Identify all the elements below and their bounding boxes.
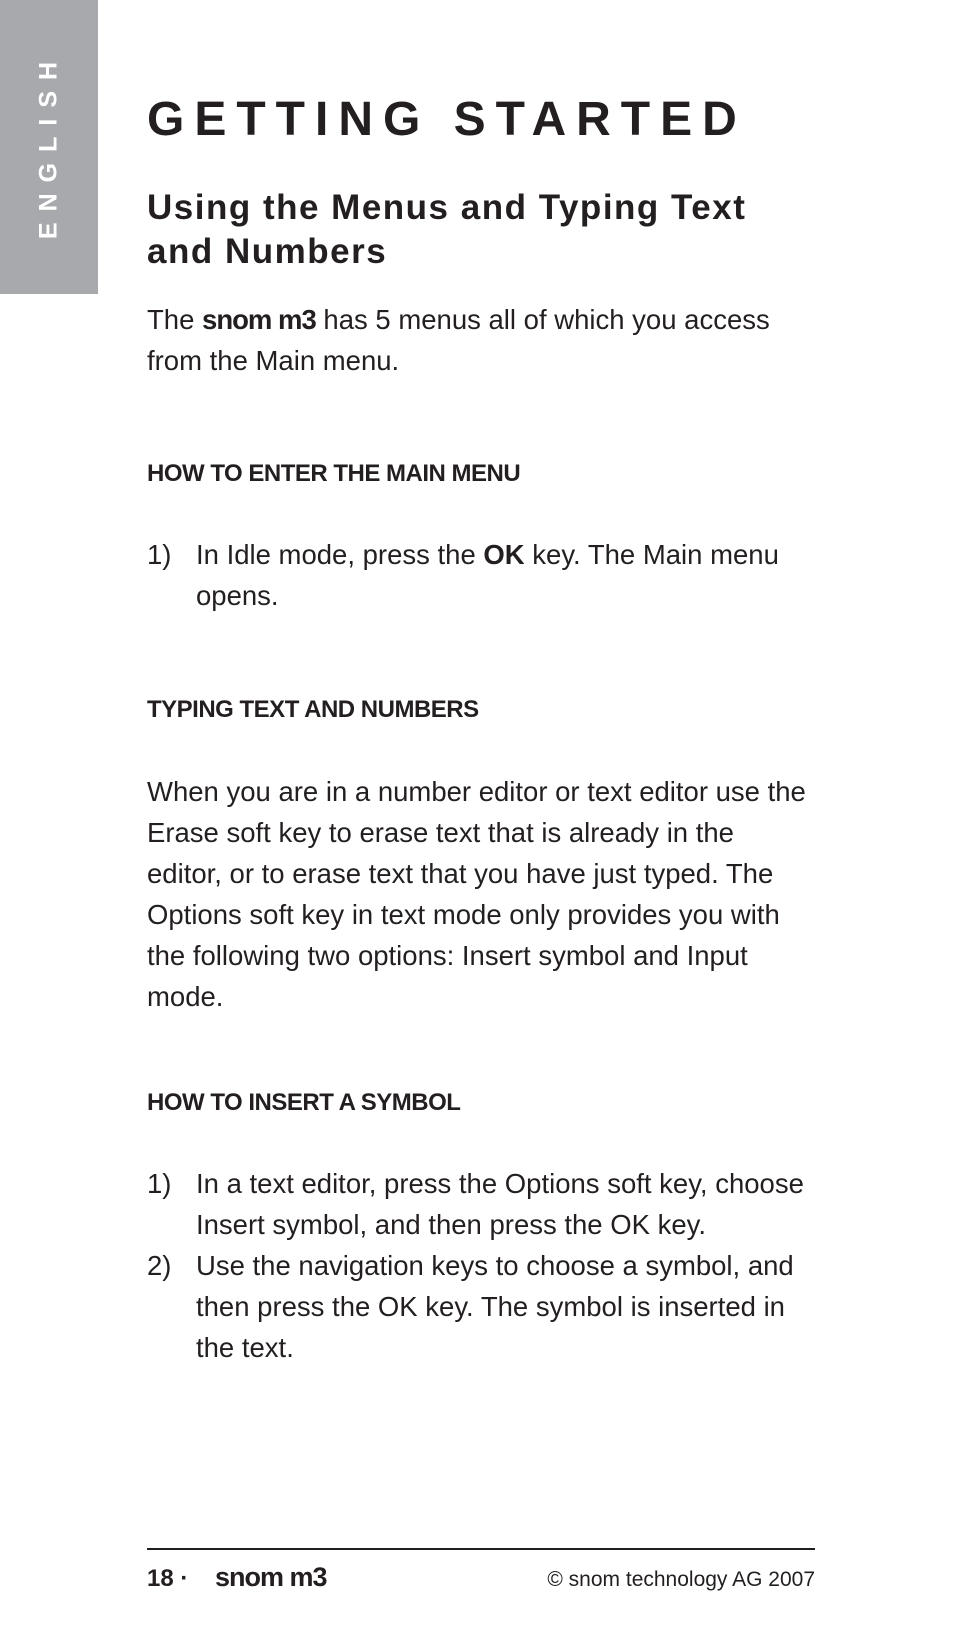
section-title: Using the Menus and Typing Text and Numbers: [147, 188, 747, 271]
step-number: 1): [147, 1168, 172, 1199]
step-text: In a text editor, press the Options soft key, choose Insert symbol, and then press the OK key.: [196, 1168, 804, 1240]
brand-name: snom m3: [202, 304, 316, 335]
main-menu-steps: [147, 534, 815, 616]
step-number: 1): [147, 539, 172, 570]
footer-brand: snom m3: [215, 1562, 327, 1592]
intro-suffix: has 5 menus all of which you access from the Main menu.: [147, 304, 770, 376]
footer-divider: [147, 1548, 815, 1550]
step-text: Use the navigation keys to choose a symbol, and then press the OK key. The symbol is inserted in the text.: [196, 1250, 794, 1363]
intro-prefix: The: [147, 304, 203, 335]
list-item: [147, 534, 815, 616]
step-number: 2): [147, 1250, 172, 1281]
intro-paragraph: [147, 299, 815, 381]
language-tab-label: ENGLISH: [34, 50, 63, 240]
list-item: [147, 1245, 815, 1368]
insert-symbol-heading: HOW TO INSERT A SYMBOL: [147, 1089, 461, 1116]
ok-key-label: OK: [483, 539, 525, 570]
typing-heading: TYPING TEXT AND NUMBERS: [147, 696, 479, 723]
page-number: 18 ·: [147, 1565, 189, 1592]
typing-paragraph: When you are in a number editor or text editor use the Erase soft key to erase text that is already in the editor, or to erase text that you have just typed. The Options soft key in text mode only provides you with the following two options: Insert symbol and Input mode.: [147, 776, 806, 1012]
page-title: GETTING STARTED: [147, 93, 747, 146]
step-text-before: In Idle mode, press the: [196, 539, 484, 570]
insert-symbol-steps: [147, 1163, 815, 1368]
language-tab: [0, 0, 98, 294]
step-text-after: key. The Main menu opens.: [196, 539, 779, 611]
list-item: [147, 1163, 815, 1245]
copyright-notice: © snom technology AG 2007: [547, 1568, 815, 1591]
main-menu-heading: HOW TO ENTER THE MAIN MENU: [147, 460, 521, 487]
